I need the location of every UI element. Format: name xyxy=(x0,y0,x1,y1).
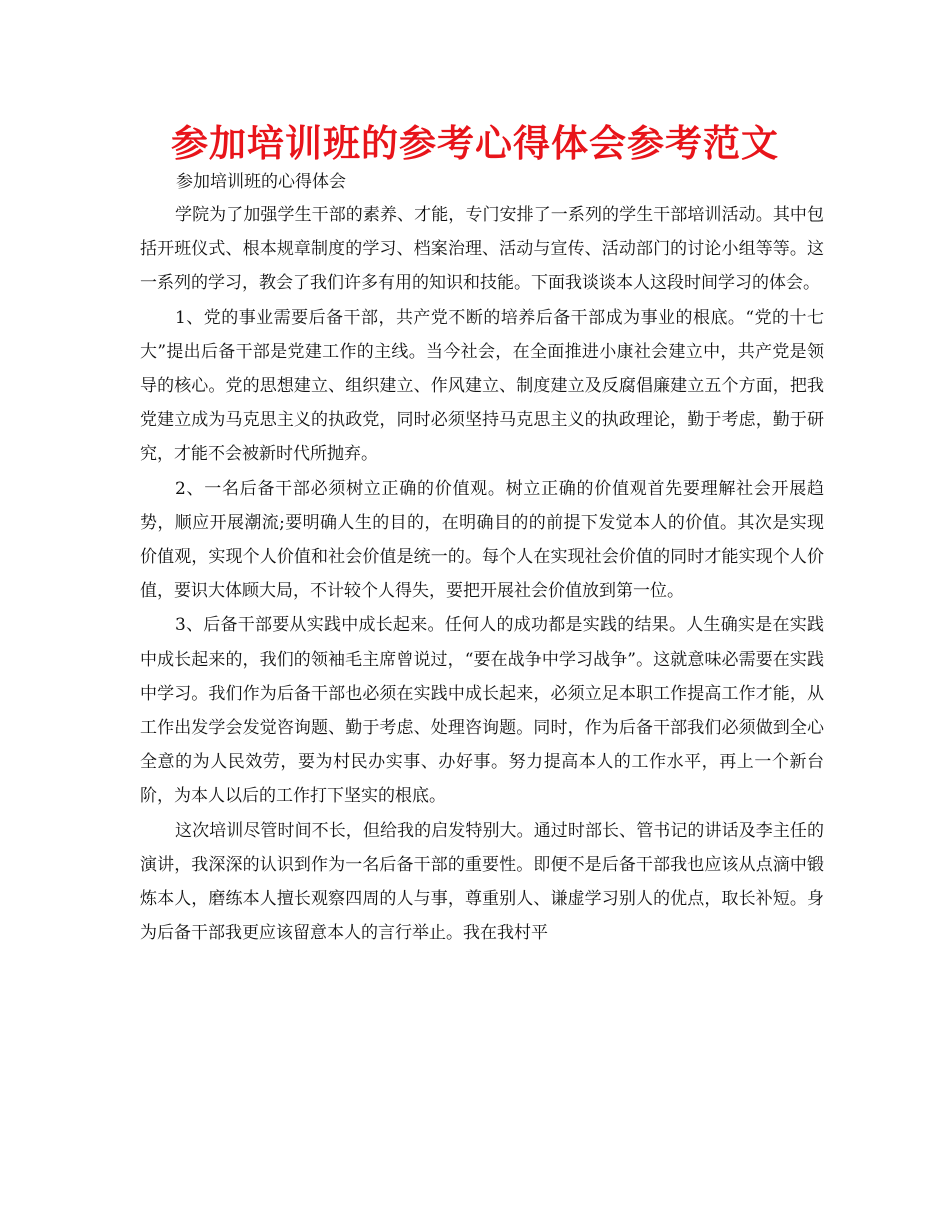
document-body xyxy=(140,198,824,950)
document-title: 参加培训班的参考心得体会参考范文 xyxy=(171,122,779,165)
paragraph-conclusion: 这次培训尽管时间不长，但给我的启发特别大。通过时部长、管书记的讲话及李主任的演讲，我深深的认识到作为一名后备干部的重要性。即便不是后备干部我也应该从点滴中锻炼本人，磨练本人擅长观察四周的人与事，尊重别人、谦虚学习别人的优点，取长补短。身为后备干部我更应该留意本人的言行举止。我在我村平 xyxy=(140,820,824,944)
document-subtitle: 参加培训班的心得体会 xyxy=(176,172,346,192)
paragraph-point-1: 1、党的事业需要后备干部，共产党不断的培养后备干部成为事业的根底。“党的十七大”提出后备干部是党建工作的主线。当今社会，在全面推进小康社会建立中，共产党是领导的核心。党的思想建立、组织建立、作风建立、制度建立及反腐倡廉建立五个方面，把我党建立成为马克思主义的执政党，同时必须坚持马克思主义的执政理论，勤于考虑，勤于研究，才能不会被新时代所抛弃。 xyxy=(140,307,824,465)
paragraph-intro: 学院为了加强学生干部的素养、才能，专门安排了一系列的学生干部培训活动。其中包括开班仪式、根本规章制度的学习、档案治理、活动与宣传、活动部门的讨论小组等等。这一系列的学习，教会了我们许多有用的知识和技能。下面我谈谈本人这段时间学习的体会。 xyxy=(140,205,824,294)
paragraph-point-3: 3、后备干部要从实践中成长起来。任何人的成功都是实践的结果。人生确实是在实践中成长起来的，我们的领袖毛主席曾说过，“要在战争中学习战争”。这就意味必需要在实践中学习。我们作为后备干部也必须在实践中成长起来，必须立足本职工作提高工作才能，从工作出发学会发觉咨询题、勤于考虑、处理咨询题。同时，作为后备干部我们必须做到全心全意的为人民效劳，要为村民办实事、办好事。努力提高本人的工作水平，再上一个新台阶，为本人以后的工作打下坚实的根底。 xyxy=(140,615,824,807)
paragraph-point-2: 2、一名后备干部必须树立正确的价值观。树立正确的价值观首先要理解社会开展趋势，顺应开展潮流;要明确人生的目的，在明确目的的前提下发觉本人的价值。其次是实现价值观，实现个人价值和社会价值是统一的。每个人在实现社会价值的同时才能实现个人价值，要识大体顾大局，不计较个人得失，要把开展社会价值放到第一位。 xyxy=(140,478,824,602)
